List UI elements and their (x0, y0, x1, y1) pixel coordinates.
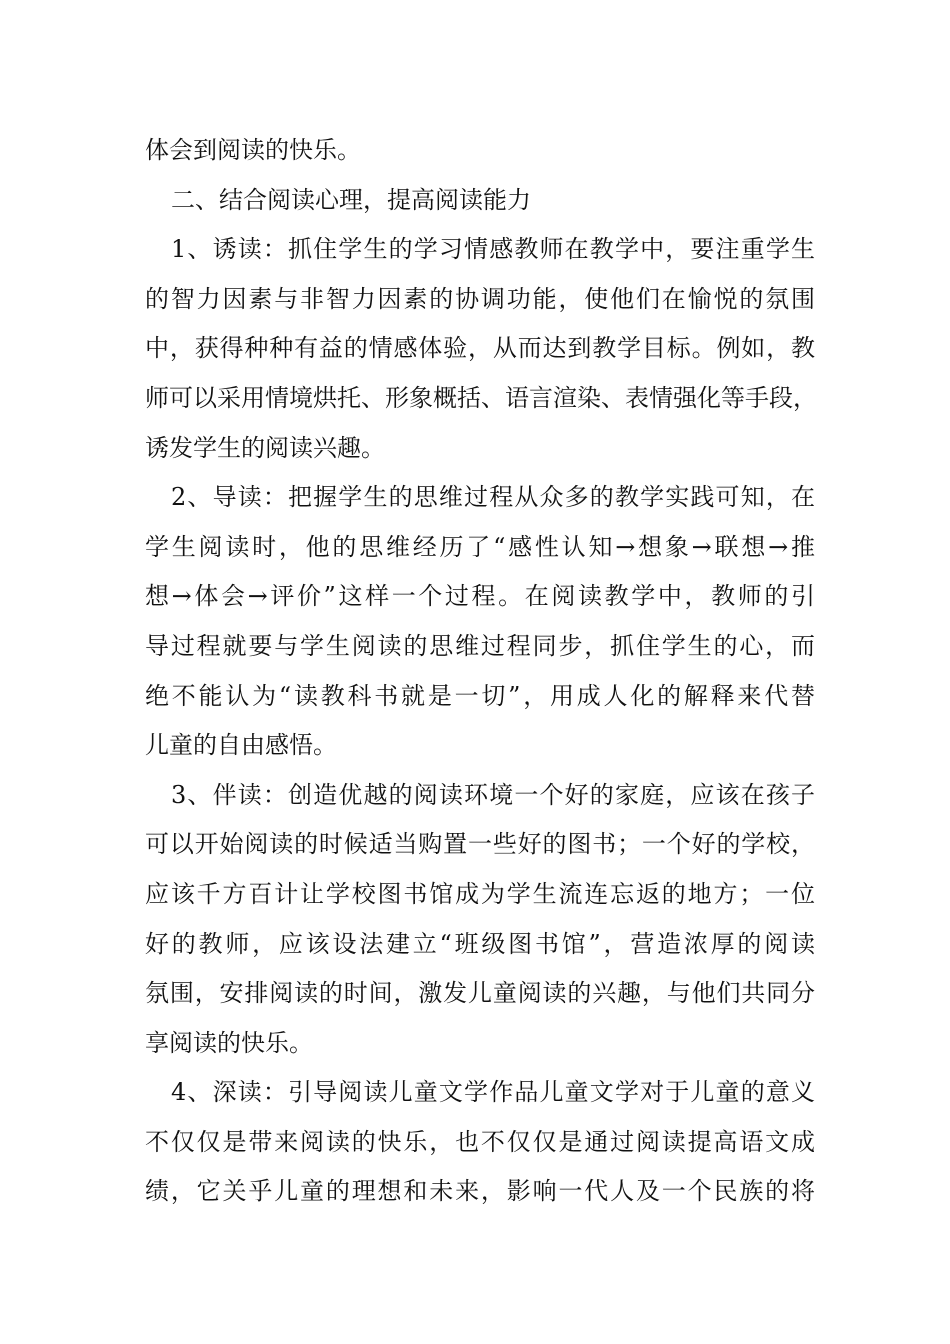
text-line: 4、深读：引导阅读儿童文学作品儿童文学对于儿童的意义 (171, 1078, 815, 1107)
text-line: 3、伴读：创造优越的阅读环境一个好的家庭，应该在孩子 (171, 780, 815, 809)
text-line: 好的教师，应该设法建立“班级图书馆”，营造浓厚的阅读 (145, 929, 815, 958)
text-line: 诱发学生的阅读兴趣。 (145, 433, 385, 462)
text-line: 绩，它关乎儿童的理想和未来，影响一代人及一个民族的将 (145, 1177, 815, 1206)
text-line: 导过程就要与学生阅读的思维过程同步，抓住学生的心，而 (145, 631, 815, 660)
text-line: 应该千方百计让学校图书馆成为学生流连忘返的地方；一位 (145, 879, 815, 908)
text-line: 体会到阅读的快乐。 (145, 136, 361, 164)
text-line: 师可以采用情境烘托、形象概括、语言渲染、表情强化等手段， (145, 383, 817, 412)
section-heading: 二、结合阅读心理，提高阅读能力 (171, 185, 531, 214)
text-line: 2、导读：把握学生的思维过程从众多的教学实践可知，在 (171, 483, 815, 512)
text-line: 可以开始阅读的时候适当购置一些好的图书；一个好的学校， (145, 830, 815, 859)
text-line: 中，获得种种有益的情感体验，从而达到教学目标。例如，教 (145, 334, 815, 363)
text-line: 儿童的自由感悟。 (145, 731, 337, 760)
text-line: 氛围，安排阅读的时间，激发儿童阅读的兴趣，与他们共同分 (145, 979, 815, 1008)
text-line: 1、诱读：抓住学生的学习情感教师在教学中，要注重学生 (171, 235, 815, 264)
text-line: 学生阅读时，他的思维经历了“感性认知→想象→联想→推 (145, 532, 815, 561)
text-line: 不仅仅是带来阅读的快乐，也不仅仅是通过阅读提高语文成 (145, 1127, 815, 1156)
text-line: 的智力因素与非智力因素的协调功能，使他们在愉悦的氛围 (145, 284, 815, 313)
text-line: 想→体会→评价”这样一个过程。在阅读教学中，教师的引 (145, 582, 815, 611)
document-body (145, 126, 815, 1217)
text-line: 绝不能认为“读教科书就是一切”，用成人化的解释来代替 (145, 681, 815, 710)
text-line: 享阅读的快乐。 (145, 1028, 313, 1057)
